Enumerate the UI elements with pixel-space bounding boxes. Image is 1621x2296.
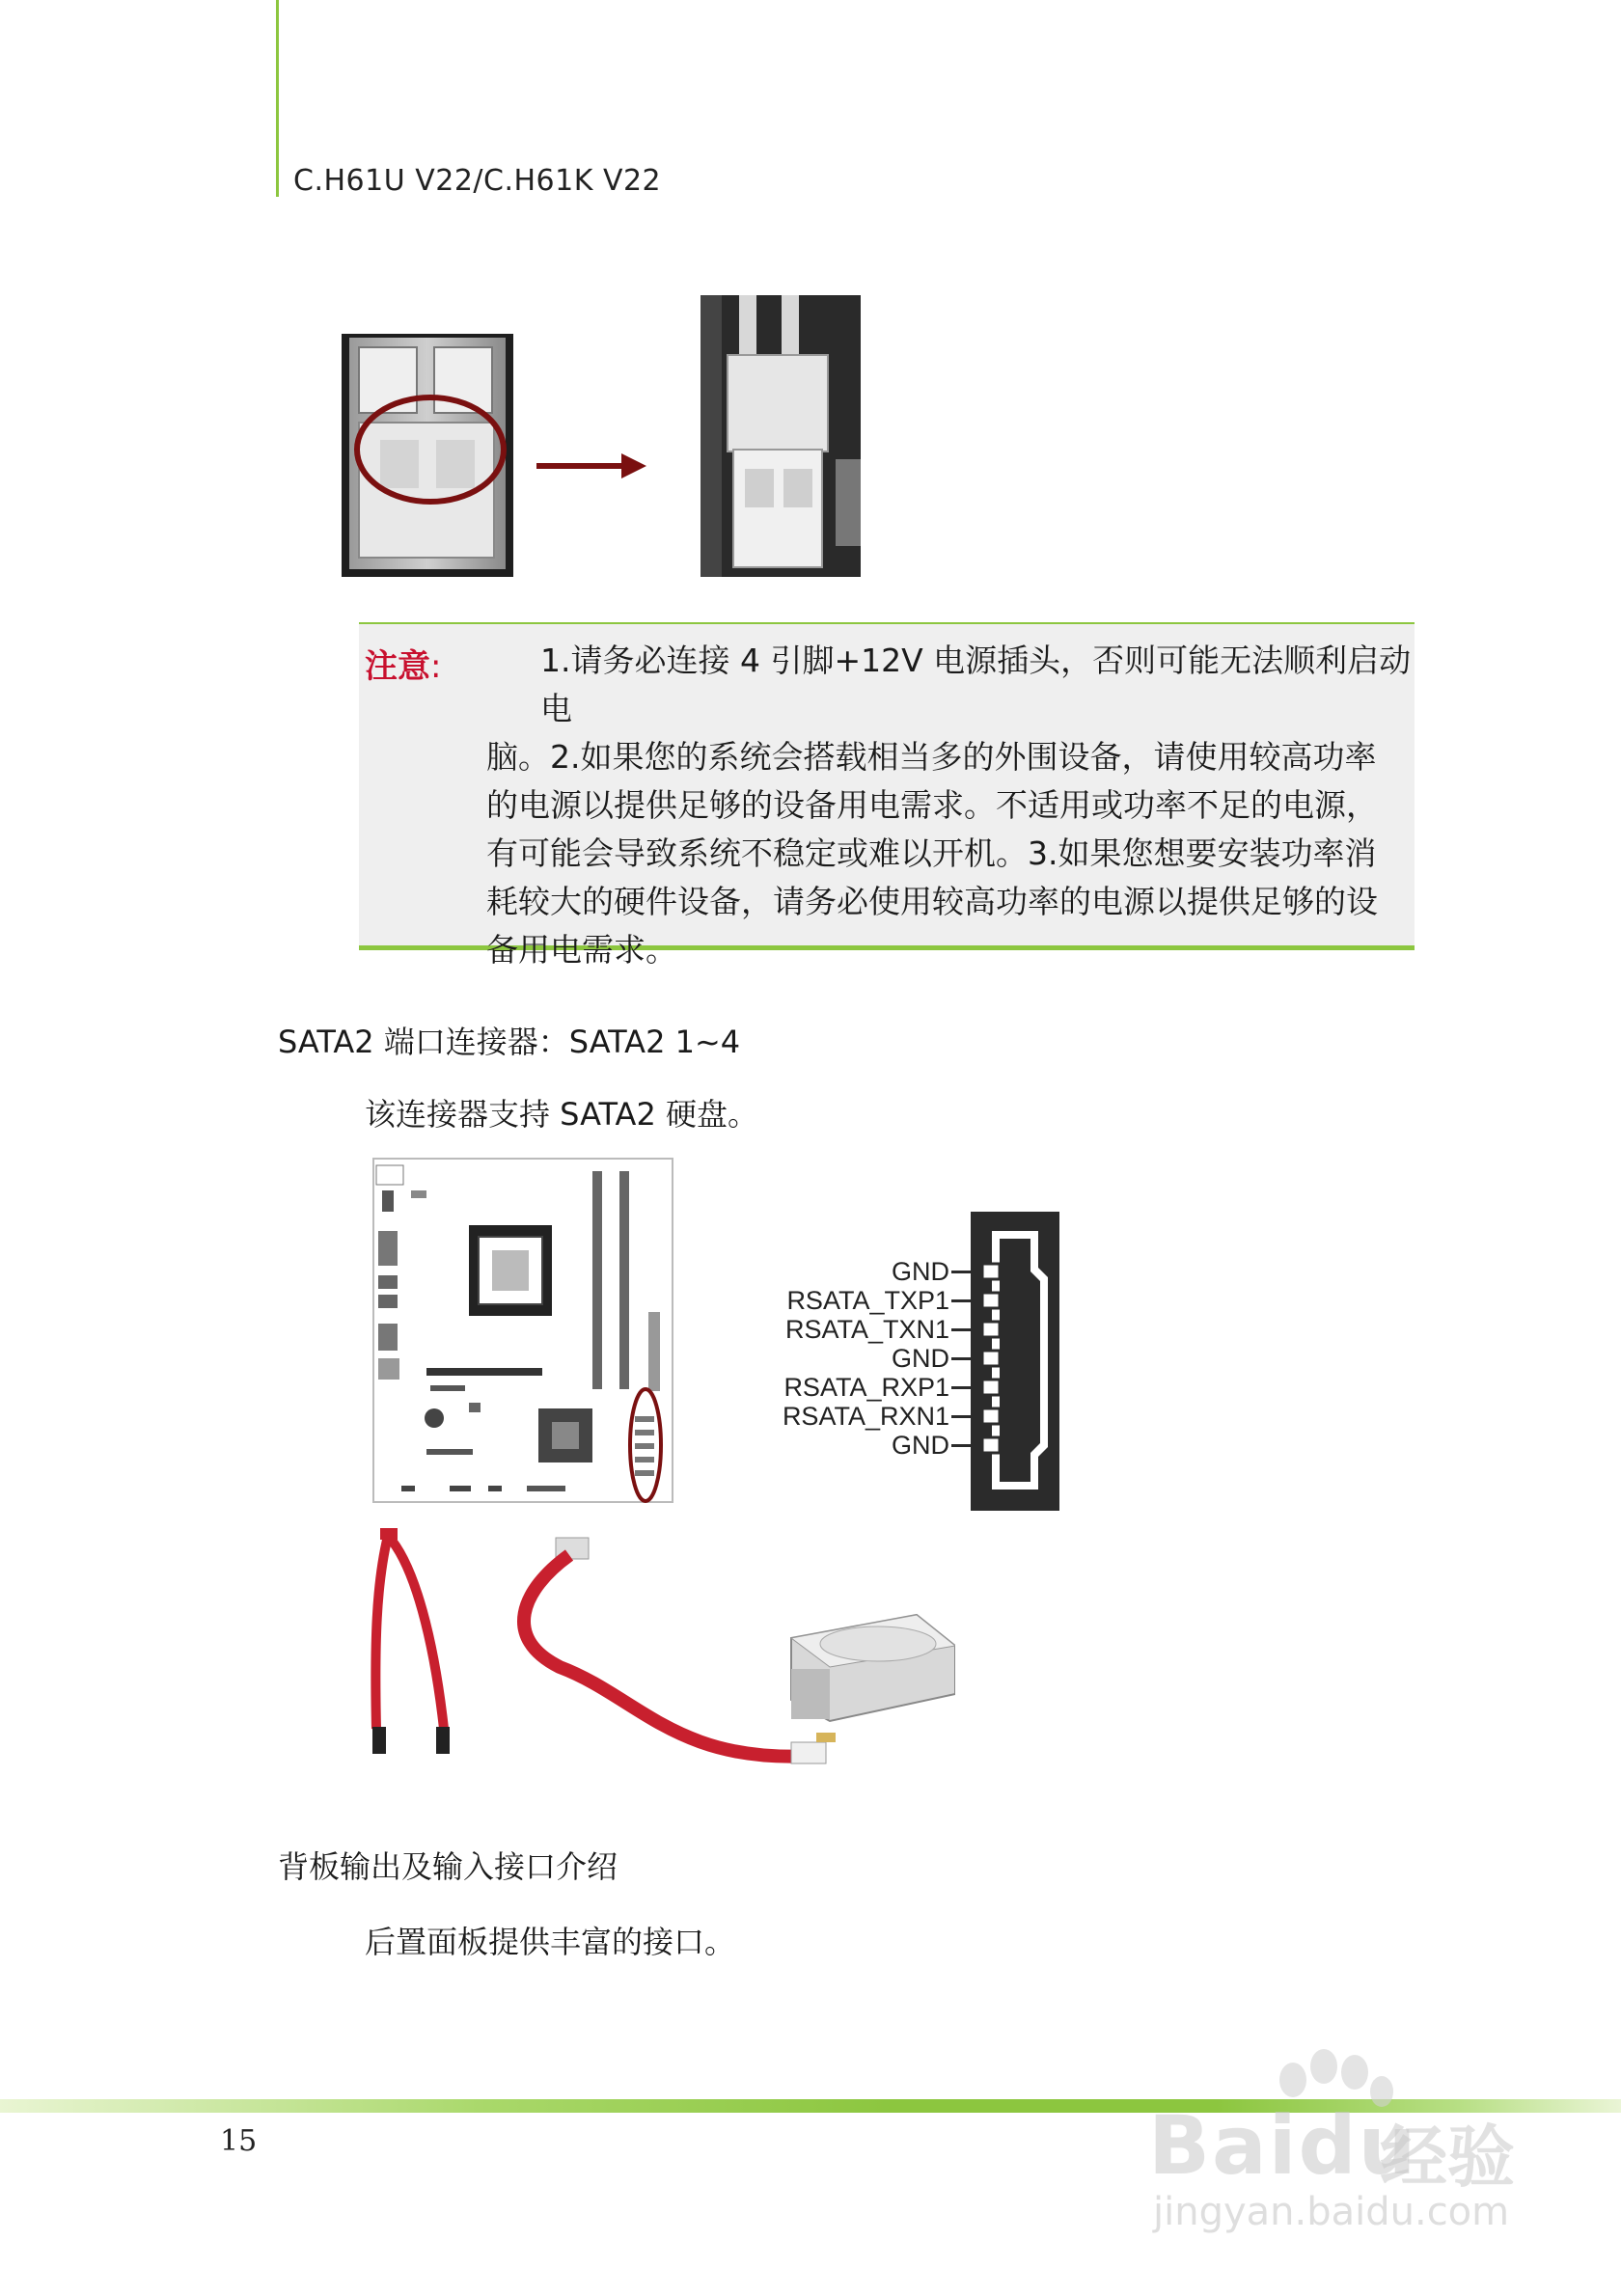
- sata-hdd-connection-photo: [502, 1532, 955, 1773]
- sata-pin-label: RSATA_TXN1: [784, 1315, 949, 1344]
- note-line-6: 备用电需求。: [486, 931, 677, 969]
- sata-pin-lead: [951, 1299, 984, 1302]
- sata-pin-diagram: [762, 1210, 1061, 1515]
- watermark-product: 经验: [1380, 2118, 1515, 2197]
- sata-pin-contact: [982, 1264, 1000, 1279]
- rear-panel-heading: 背板输出及输入接口介绍: [278, 1848, 618, 1885]
- rear-panel-description: 后置面板提供丰富的接口。: [365, 1924, 736, 1960]
- note-line-1: 1.请务必连接 4 引脚+12V 电源插头，否则可能无法顺利启动电: [540, 642, 1412, 727]
- note-text: [486, 637, 1413, 974]
- sata-pin-label: GND: [892, 1344, 949, 1373]
- sata-pin-lead: [951, 1328, 984, 1331]
- header-accent-line: [276, 0, 279, 197]
- sata-pin-label: GND: [892, 1431, 949, 1460]
- sata-pin-label: RSATA_RXN1: [782, 1402, 949, 1431]
- watermark-brand: Baidu: [1148, 2098, 1418, 2193]
- sata-pin-label: RSATA_RXP1: [783, 1373, 949, 1402]
- sata-pin-contact: [982, 1380, 1000, 1395]
- connector-photo-unplugged: [342, 334, 513, 577]
- sata-pin-lead: [951, 1357, 984, 1360]
- connector-photo-plugged: [701, 295, 861, 577]
- note-line-5: 耗较大的硬件设备，请务必使用较高功率的电源以提供足够的设: [486, 883, 1378, 920]
- sata-section-heading: SATA2 端口连接器：SATA2 1~4: [278, 1024, 741, 1060]
- sata-pin-lead: [951, 1386, 984, 1389]
- sata-pin-label: GND: [892, 1257, 949, 1286]
- sata-pin-lead: [951, 1444, 984, 1447]
- sata-pin-label: RSATA_TXP1: [786, 1286, 949, 1315]
- document-model-title: C.H61U V22/C.H61K V22: [293, 164, 662, 198]
- motherboard-layout-diagram: [372, 1158, 673, 1503]
- sata-section-description: 该连接器支持 SATA2 硬盘。: [365, 1096, 758, 1133]
- sata-pin-contact: [982, 1408, 1000, 1424]
- sata-pin-lead: [951, 1415, 984, 1418]
- sata-pin-contact: [982, 1351, 1000, 1366]
- sata-pin-contact: [982, 1293, 1000, 1308]
- arrow-right-icon: [536, 451, 647, 480]
- note-label: 注意:: [365, 647, 442, 686]
- note-line-3: 的电源以提供足够的设备用电需求。不适用或功率不足的电源，: [486, 786, 1378, 824]
- sata-cable-photo: [367, 1526, 467, 1767]
- sata-pin-labels: [783, 1257, 949, 1460]
- sata-pin-contact: [982, 1322, 1000, 1337]
- note-line-4: 有可能会导致系统不稳定或难以开机。3.如果您想要安装功率消: [486, 834, 1377, 872]
- watermark-url: jingyan.baidu.com: [1153, 2190, 1510, 2234]
- page-number: 15: [220, 2124, 258, 2158]
- note-line-2: 脑。2.如果您的系统会搭载相当多的外围设备，请使用较高功率: [486, 738, 1377, 776]
- sata-pin-contact: [982, 1437, 1000, 1453]
- sata-pin-lead: [951, 1271, 984, 1273]
